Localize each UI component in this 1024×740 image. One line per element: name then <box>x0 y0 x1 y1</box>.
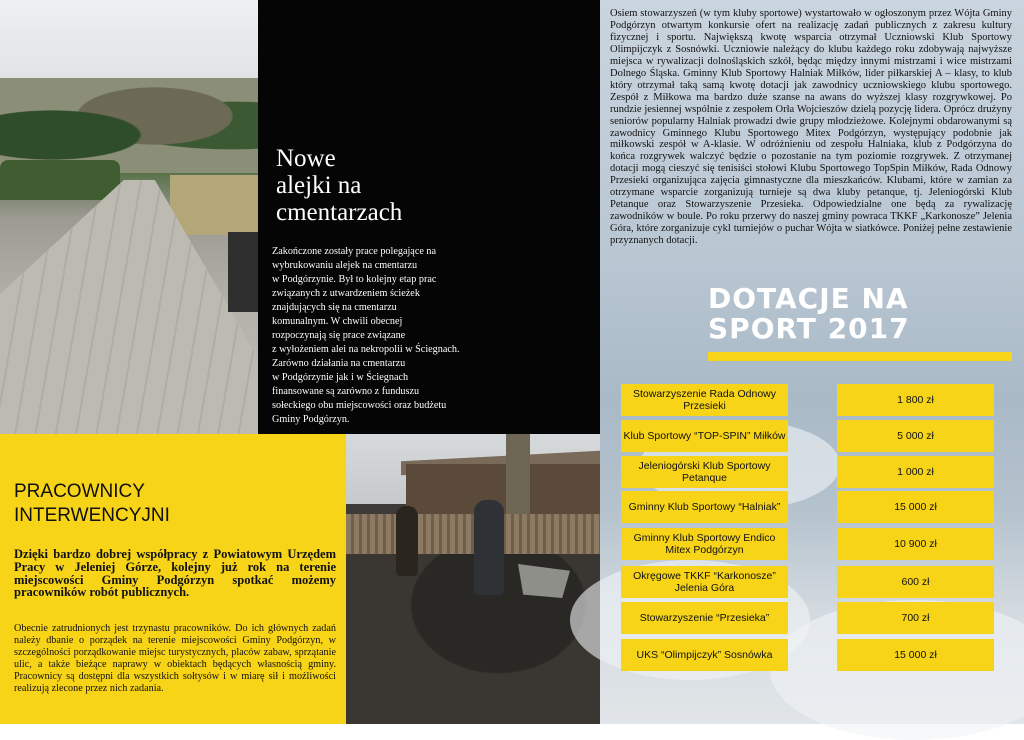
sport-grants-title: DOTACJE NA SPORT 2017 <box>708 282 910 345</box>
workers-article-body: Obecnie zatrudnionych jest trzynastu pracowników. Do ich głównych zadań należy dbanie o porządek na terenie miejscowości Gminy Podgórzyn, w szczególności porządkowanie miejsc turystycznych, placów zabaw, sprzątanie ulic, a także bieżące naprawy w obiektach będących własnością gminy. Pracownicy są dostępni dla wszystkich sołtysów i w miarę sił i możliwości realizują zlecone przez nich zadania. <box>14 623 336 694</box>
grant-amount: 1 800 zł <box>837 384 994 416</box>
sport-article-body: Osiem stowarzyszeń (w tym kluby sportowe) wystartowało w ogłoszonym przez Wójta Gminy Podgórzyn otwartym konkursie ofert na realizację zadań publicznych z zakresu kultury fizycznej i sportu. Największą kwotę wsparcia otrzymał Uczniowski Klub Sportowy Olimpijczyk z Sosnówki. Uczniowie należący do klubu każdego roku zdobywają najwyższe miejsca w rywalizacji dolnośląskich szkół, będąc między innymi mistrzami i wice mistrzami Dolnego Śląska. Gminny Klub Sportowy Halniak Miłków, lider piłkarskiej A – klasy, to klub który otrzymał taką samą kwotę dotacji jak zawodnicy uczniowskiego klubu sportowego. Zespół z Miłkowa ma bardzo duże szanse na awans do wyższej klasy rozgrywkowej. Po rundzie jesiennej wspólnie z zespołem Orła Wojcieszów dzielą pozycję lidera. Oprócz drużyny seniorów popularny Halniak prowadzi dwie grupy młodzieżowe. Kolejnymi obdarowanymi są zawodnicy Gminnego Klubu Sportowego Mitex Podgórzyn, występujący podobnie jak miłkowski zespół w A-klasie. W odróżnieniu od zespołu Halniaka, klub z Podgórzyna do końca rozgrywek walczyć będzie o pozostanie na tym poziomie rozgrywek. Z otrzymanej dotacji mogą cieszyć się tenisiści stołowi Klubu Sportowego TopSpin Miłków, Rada Odnowy Przesieki organizująca zajęcia gimnastyczne dla mieszkańców. Klubami, które w zamian za otrzymane wsparcie zorganizują turnieje są dwa kluby petanque, tj. Jeleniogórski Klub Petanque oraz Stowarzyszenie Przesieka. Odpowiedzialne one będą za rywalizację zawodników w boule. Po roku przerwy do naszej gminy powraca TKKF „Karkonosze” Jelenia Góra, które zorganizuje cykl turniejów o puchar Wójta w siatkówce. Poniżej pełne zestawienie przyznanych dotacji. <box>610 8 1012 247</box>
grant-club-name: Jeleniogórski Klub Sportowy Petanque <box>621 456 788 488</box>
photo-tree-trunk <box>506 434 530 524</box>
cemetery-article-title: Nowe alejki na cmentarzach <box>276 145 403 226</box>
grant-club-name: Gminny Klub Sportowy “Halniak” <box>621 491 788 523</box>
grant-club-name: UKS “Olimpijczyk” Sosnówka <box>621 639 788 671</box>
grant-amount: 700 zł <box>837 602 994 634</box>
photo-grass <box>170 175 258 235</box>
cemetery-alley-photo <box>0 0 258 434</box>
title-underline-bar <box>708 352 1012 361</box>
photo-worker <box>474 500 504 595</box>
grant-club-name: Gminny Klub Sportowy Endico Mitex Podgórzyn <box>621 528 788 560</box>
grant-amount: 10 900 zł <box>837 528 994 560</box>
grant-amount: 15 000 zł <box>837 639 994 671</box>
workers-photo <box>346 434 600 724</box>
photo-hedge <box>0 160 120 200</box>
photo-worker <box>396 506 418 576</box>
grant-club-name: Stowarzyszenie “Przesieka” <box>621 602 788 634</box>
photo-trees <box>0 78 258 173</box>
workers-article-lead: Dzięki bardzo dobrej współpracy z Powiatowym Urzędem Pracy w Jeleniej Górze, kolejny już rok na terenie miejscowości Gminy Podgórzyn spotkać możemy pracowników robót publicznych. <box>14 547 336 600</box>
cemetery-article-body: Zakończone zostały prace polegające na wybrukowaniu alejek na cmentarzu w Podgórzynie. Był to kolejny etap prac związanych z utwardzeniem ścieżek znajdujących się na cmentarzu komunalnym. W chwili obecnej rozpoczynają się prace związane z wyłożeniem alei na nekropolii w Ściegnach. Zarówno działania na cmentarzu w Podgórzynie jak i w Ściegnach finansowane są zarówno z funduszu sołeckiego obu miejscowości oraz budżetu Gminy Podgórzyn. <box>272 246 460 425</box>
photo-grave <box>228 232 258 312</box>
grant-club-name: Okręgowe TKKF “Karkonosze” Jelenia Góra <box>621 566 788 598</box>
grant-amount: 1 000 zł <box>837 456 994 488</box>
grant-amount: 5 000 zł <box>837 420 994 452</box>
grant-amount: 600 zł <box>837 566 994 598</box>
grant-club-name: Stowarzyszenie Rada Odnowy Przesieki <box>621 384 788 416</box>
grant-club-name: Klub Sportowy “TOP-SPIN” Miłków <box>621 420 788 452</box>
workers-article-title: PRACOWNICY INTERWENCYJNI <box>14 481 170 526</box>
grant-amount: 15 000 zł <box>837 491 994 523</box>
